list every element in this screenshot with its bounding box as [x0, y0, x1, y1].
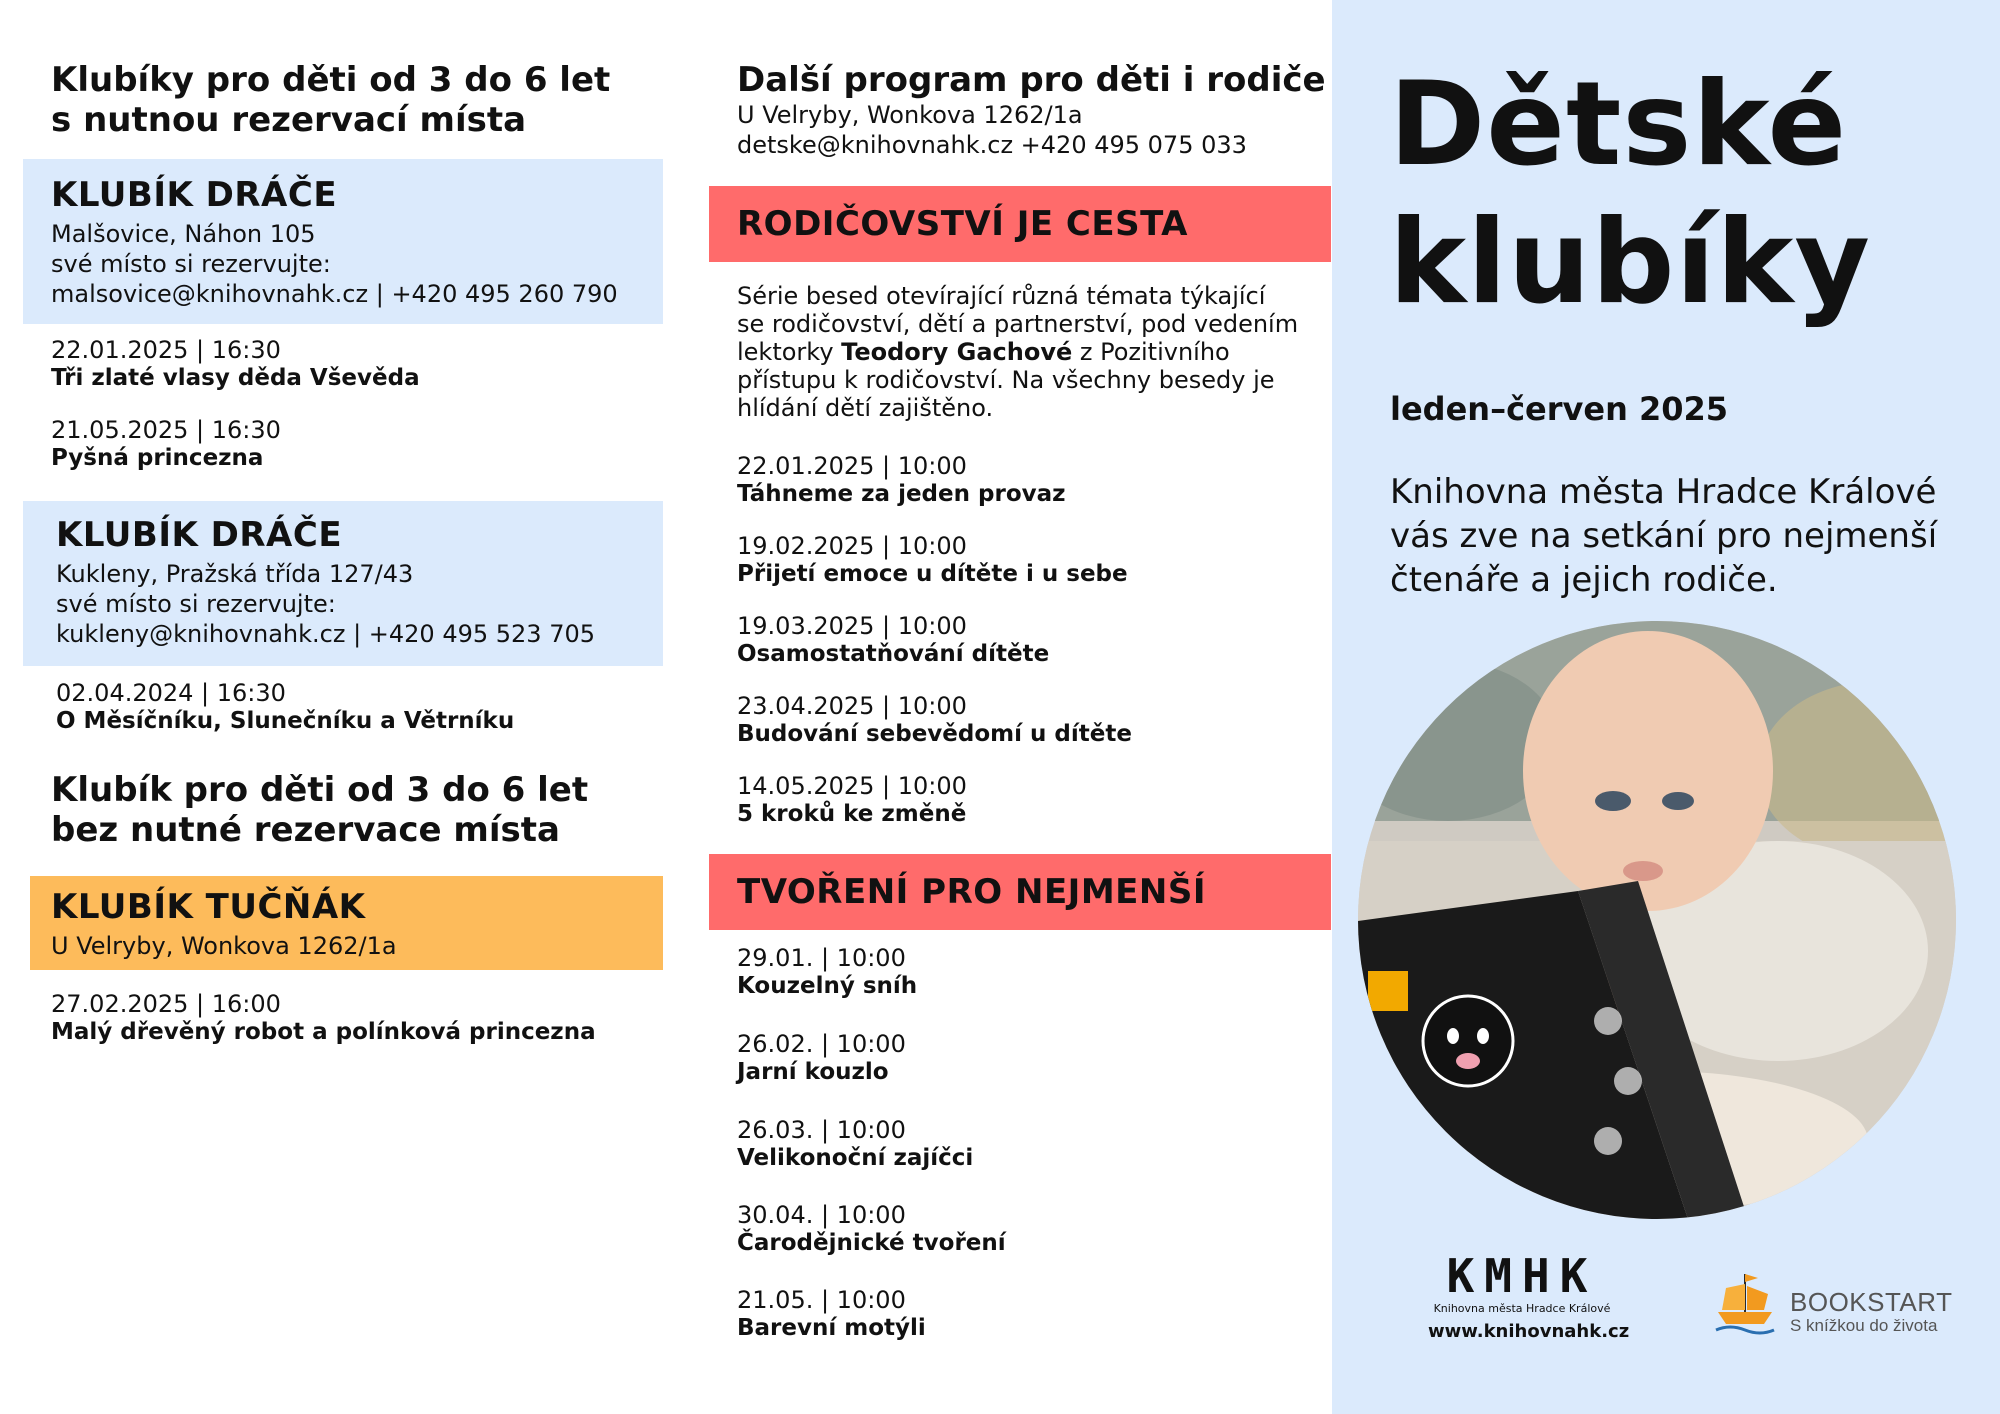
other-program-contact[interactable]: detske@knihovnahk.cz +420 495 075 033: [737, 131, 1247, 159]
section-title: TVOŘENÍ PRO NEJMENŠÍ: [737, 872, 1206, 912]
desc-line: [737, 338, 1327, 366]
bookstart-boat-svg: [1712, 1268, 1778, 1338]
event-item: [737, 692, 1132, 748]
desc-line: Série besed otevírající různá témata týkající: [737, 282, 1266, 310]
kmhk-logo-subtitle: Knihovna města Hradce Králové: [1433, 1302, 1611, 1315]
bookstart-name: BOOKSTART: [1790, 1287, 1953, 1317]
event-title: 5 kroků ke změně: [737, 801, 967, 827]
event-date: 26.02. | 10:00: [737, 1030, 906, 1058]
event-item: [51, 336, 420, 392]
event-title: Malý dřevěný robot a polínková princezna: [51, 1019, 596, 1045]
event-item: [56, 679, 514, 735]
baby-photo-illustration: [1358, 621, 1956, 1219]
main-title-line: klubíky: [1389, 195, 1872, 330]
desc-line: přístupu k rodičovství. Na všechny besedy je: [737, 366, 1275, 394]
intro-line: s nutnou rezervací místa: [51, 100, 527, 140]
intro-line: Klubík pro děti od 3 do 6 let: [51, 770, 589, 810]
event-item: [737, 1201, 1006, 1257]
event-date: 29.01. | 10:00: [737, 944, 906, 972]
event-title: Osamostatňování dítěte: [737, 641, 1050, 667]
event-title: Přijetí emoce u dítěte i u sebe: [737, 561, 1128, 587]
other-program-heading: Další program pro děti i rodiče: [737, 60, 1326, 100]
event-title: Jarní kouzlo: [737, 1059, 889, 1085]
invite-line: vás zve na setkání pro nejmenší: [1390, 516, 1938, 556]
intro-line: Klubíky pro děti od 3 do 6 let: [51, 60, 611, 100]
lecturer-name: Teodory Gachové: [841, 338, 1073, 366]
event-title: Barevní motýli: [737, 1315, 926, 1341]
desc-line: hlídání dětí zajištěno.: [737, 394, 994, 422]
event-item: [737, 612, 1049, 668]
event-title: Kouzelný sníh: [737, 973, 918, 999]
intro-heading-no-reservation: [51, 770, 588, 850]
period: leden–červen 2025: [1390, 390, 1729, 428]
kmhk-logo[interactable]: [1428, 1249, 1616, 1316]
club-title: KLUBÍK TUČŇÁK: [51, 887, 366, 927]
event-title: Budování sebevědomí u dítěte: [737, 721, 1132, 747]
event-date: 23.04.2025 | 10:00: [737, 692, 967, 720]
event-item: [737, 944, 917, 1000]
club-address: U Velryby, Wonkova 1262/1a: [51, 932, 397, 960]
bookstart-tagline: S knížkou do života: [1790, 1316, 1938, 1335]
parenting-description: [737, 282, 1327, 422]
desc-text: lektorky: [737, 338, 842, 366]
intro-line: bez nutné rezervace místa: [51, 810, 560, 850]
intro-heading-reservation: [51, 60, 610, 140]
club-title: KLUBÍK DRÁČE: [56, 515, 343, 555]
invite-line: Knihovna města Hradce Králové: [1390, 472, 1937, 512]
section-title: RODIČOVSTVÍ JE CESTA: [737, 204, 1188, 244]
desc-line: se rodičovství, dětí a partnerství, pod vedením: [737, 310, 1299, 338]
event-date: 19.02.2025 | 10:00: [737, 532, 967, 560]
club-reservation-label: své místo si rezervujte:: [56, 590, 336, 618]
event-date: 26.03. | 10:00: [737, 1116, 906, 1144]
event-date: 21.05. | 10:00: [737, 1286, 906, 1314]
other-program-address: U Velryby, Wonkova 1262/1a: [737, 101, 1083, 129]
club-title: KLUBÍK DRÁČE: [51, 175, 338, 215]
event-item: [51, 416, 281, 472]
event-item: [737, 772, 967, 828]
desc-text: z Pozitivního: [1072, 338, 1230, 366]
club-box-drace-kukleny: [23, 501, 663, 666]
baby-photo: [1358, 621, 1956, 1219]
section-bar-parenting: [709, 186, 1331, 262]
event-date: 30.04. | 10:00: [737, 1201, 906, 1229]
kmhk-logo-mark: KMHK: [1446, 1249, 1598, 1303]
event-date: 14.05.2025 | 10:00: [737, 772, 967, 800]
club-reservation-label: své místo si rezervujte:: [51, 250, 331, 278]
event-item: [737, 1286, 926, 1342]
event-item: [737, 532, 1128, 588]
event-date: 22.01.2025 | 16:30: [51, 336, 281, 364]
event-title: Táhneme za jeden provaz: [737, 481, 1066, 507]
event-item: [737, 1030, 906, 1086]
club-contact[interactable]: malsovice@knihovnahk.cz | +420 495 260 790: [51, 280, 618, 308]
event-item: [51, 990, 596, 1046]
club-address: Malšovice, Náhon 105: [51, 220, 316, 248]
bookstart-boat-icon: [1712, 1268, 1778, 1338]
event-date: 21.05.2025 | 16:30: [51, 416, 281, 444]
other-program-header: [737, 60, 1326, 160]
event-date: 27.02.2025 | 16:00: [51, 990, 281, 1018]
event-title: Tři zlaté vlasy děda Vševěda: [51, 365, 420, 391]
club-contact[interactable]: kukleny@knihovnahk.cz | +420 495 523 705: [56, 620, 596, 648]
event-date: 22.01.2025 | 10:00: [737, 452, 967, 480]
event-title: O Měsíčníku, Slunečníku a Větrníku: [56, 708, 515, 734]
section-bar-creative: [709, 854, 1331, 930]
bookstart-logo[interactable]: [1790, 1288, 1952, 1336]
event-date: 02.04.2024 | 16:30: [56, 679, 286, 707]
event-title: Velikonoční zajíčci: [737, 1145, 974, 1171]
club-box-drace-malsovice: [23, 159, 663, 324]
club-address: Kukleny, Pražská třída 127/43: [56, 560, 414, 588]
invitation-text: [1390, 470, 1937, 602]
event-item: [737, 1116, 973, 1172]
event-item: [737, 452, 1066, 508]
main-title-line: Dětské: [1389, 57, 1848, 192]
event-title: Pyšná princezna: [51, 445, 264, 471]
invite-line: čtenáře a jejich rodiče.: [1390, 560, 1778, 600]
main-title: [1389, 56, 1871, 332]
event-date: 19.03.2025 | 10:00: [737, 612, 967, 640]
club-box-tucnak: [30, 876, 663, 970]
event-title: Čarodějnické tvoření: [737, 1230, 1006, 1256]
website-link[interactable]: www.knihovnahk.cz: [1428, 1321, 1630, 1342]
